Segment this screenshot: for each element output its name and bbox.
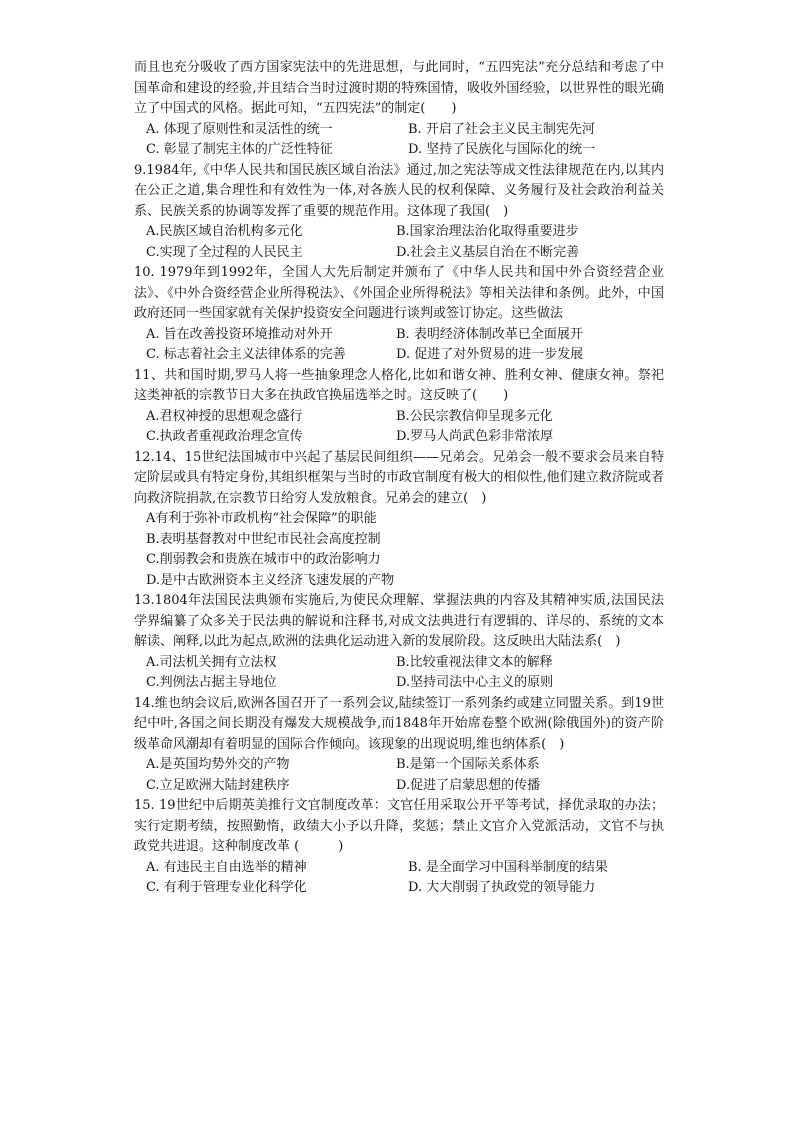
option-a: A. 有违民主自由选举的精神	[146, 859, 307, 875]
option-b: B.国家治理法治化取得重要进步	[396, 224, 579, 239]
question-stem: 10. 1979年到1992年，全国人大先后制定并颁布了《中华人民共和国中外合资经营企业法》、《中外合资经营企业所得税法》、《外国企业所得税法》等相关法律和条例。此外，中国政府还同一些国家就有关保护投资安全问题进行谈判或签订协定。这些做法	[134, 265, 664, 321]
option-c: C.立足欧洲大陆封建秩序	[146, 777, 290, 793]
option-a: A.君权神授的思想观念盛行	[146, 408, 303, 424]
question-8	[134, 58, 664, 161]
option-c: C.判例法占据主导地位	[146, 675, 277, 690]
option-d: D.坚持司法中心主义的原则	[396, 675, 554, 690]
exam-page	[134, 58, 664, 899]
option-b: B.公民宗教信仰呈现多元化	[396, 408, 553, 424]
option-b: B. 是全面学习中国科举制度的结果	[408, 859, 608, 875]
option-d: D.社会主义基层自治在不断完善	[396, 244, 580, 260]
question-13	[134, 591, 664, 694]
option-d: D.罗马人尚武色彩非常浓厚	[396, 429, 554, 444]
question-stem: 13.1804年法国民法典颁布实施后,为使民众理解、掌握法典的内容及其精神实质,法国民法学界编纂了众多关于民法典的解说和注释书,对成文法典进行有逻辑的、详尽的、系统的文本解读、阐释,以此为起点,欧洲的法典化运动进入新的发展阶段。这反映出大陆法系( )	[134, 593, 664, 649]
option-b: B.表明基督教对中世纪市民社会高度控制	[146, 531, 381, 547]
option-b: B. 开启了社会主义民主制宪先河	[408, 121, 595, 137]
option-b: B.是第一个国际关系体系	[396, 757, 540, 772]
options	[146, 858, 664, 899]
option-c: C. 彰显了制宪主体的广泛性特征	[146, 142, 333, 157]
question-14	[134, 694, 664, 797]
option-a: A.司法机关拥有立法权	[146, 654, 277, 670]
options	[146, 407, 664, 448]
options	[146, 325, 664, 366]
option-a: A有利于弥补市政机构“社会保障”的职能	[146, 511, 377, 526]
option-a: A. 体现了原则性和灵活性的统一	[146, 121, 333, 137]
option-d: D.是中古欧洲资本主义经济飞速发展的产物	[146, 572, 395, 588]
option-c: C.削弱教会和贵族在城市中的政治影响力	[146, 552, 381, 567]
option-d: D. 大大削弱了执政党的领导能力	[408, 880, 596, 895]
question-12	[134, 448, 664, 592]
option-a: A.是英国均势外交的产物	[146, 757, 290, 772]
option-c: C.实现了全过程的人民民主	[146, 244, 303, 260]
question-stem: 9.1984年,《中华人民共和国民族区域自治法》通过,加之宪法等成文性法律规范在内,以其内在公正之道,集合理性和有效性为一体,对各族人民的权利保障、义务履行及社会政治利益关系、民族关系的协调等发挥了重要的规范作用。这体现了我国( )	[134, 162, 664, 219]
question-15	[134, 796, 664, 899]
option-b: B. 表明经济体制改革已全面展开	[396, 326, 583, 342]
option-c: C. 有利于管理专业化科学化	[146, 880, 307, 895]
options	[146, 653, 664, 694]
option-a: A.民族区域自治机构多元化	[146, 224, 303, 239]
options	[146, 120, 664, 161]
option-d: D. 坚持了民族化与国际化的统一	[408, 142, 596, 157]
question-10	[134, 263, 664, 366]
option-c: C.执政者重视政治理念宣传	[146, 429, 303, 444]
option-d: D.促进了启蒙思想的传播	[396, 777, 541, 793]
question-stem: 而且也充分吸收了西方国家宪法中的先进思想，与此同时，“五四宪法”充分总结和考虑了中国革命和建设的经验,并且结合当时过渡时期的特殊国情，吸收外国经验，以世界性的眼光确立了中国式的风格。据此可知，“五四宪法”的制定( )	[134, 60, 664, 116]
question-stem: 15. 19世纪中后期英美推行文官制度改革：文官任用采取公开平等考试，择优录取的办法；实行定期考绩，按照勤惰，政绩大小予以升降，奖惩；禁止文官介入党派活动，文官不与执政党共进退。这种制度改革 ( )	[134, 798, 664, 854]
question-stem: 11、共和国时期,罗马人将一些抽象理念人格化,比如和谐女神、胜利女神、健康女神。祭祀这类神祇的宗教节日大多在执政官换届选举之时。这反映了( )	[134, 367, 664, 403]
question-11	[134, 366, 664, 448]
question-9	[134, 161, 664, 264]
option-a: A. 旨在改善投资环境推动对外开	[146, 326, 333, 342]
options	[146, 755, 664, 796]
question-stem: 12.14、15世纪法国城市中兴起了基层民间组织——兄弟会。兄弟会一般不要求会员来自特定阶层或具有特定身份,其组织框架与当时的市政官制度有极大的相似性,他们建立救济院或者向救济院捐款,在宗教节日给穷人发放粮食。兄弟会的建立( )	[134, 449, 664, 506]
option-d: D. 促进了对外贸易的进一步发展	[396, 347, 584, 362]
option-b: B.比较重视法律文本的解释	[396, 654, 553, 670]
options	[146, 222, 664, 263]
option-c: C. 标志着社会主义法律体系的完善	[146, 347, 346, 362]
question-stem: 14.维也纳会议后,欧洲各国召开了一系列会议,陆续签订一系列条约或建立同盟关系。到19世纪中叶,各国之间长期没有爆发大规模战争,而1848年开始席卷整个欧洲(除俄国外)的资产阶级革命风潮却有着明显的国际合作倾向。该现象的出现说明,维也纳体系( )	[134, 695, 664, 752]
